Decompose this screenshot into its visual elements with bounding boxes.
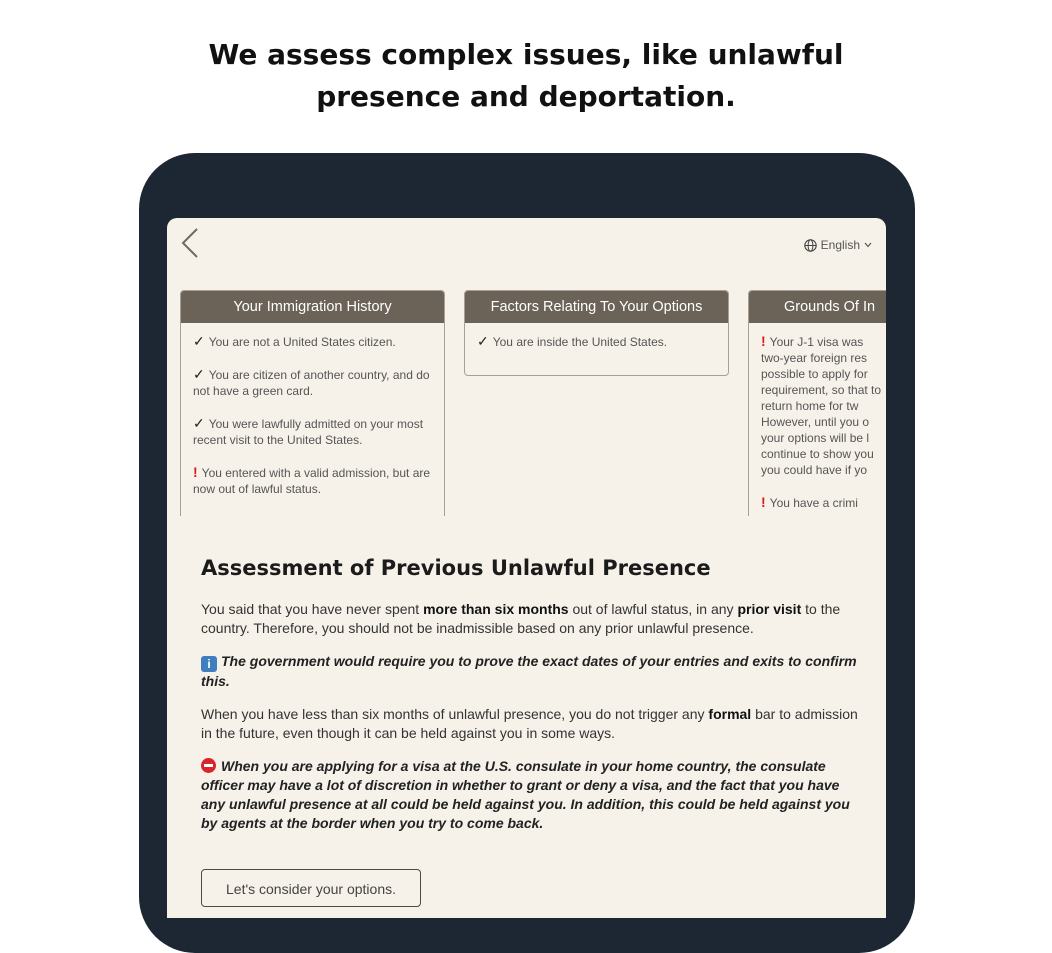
list-item: ✓ You were lawfully admitted on your most recent visit to the United States.	[193, 415, 424, 447]
card-title: Your Immigration History	[181, 291, 444, 323]
language-selector[interactable]	[804, 237, 872, 253]
exclamation-icon: !	[761, 494, 766, 510]
exclamation-icon: !	[761, 333, 766, 349]
list-item: ! Your J-1 visa was two-year foreign res possible to apply for requirement, so that to return home for tw However, until you o your options will be l continue to show you you could have if yo	[761, 333, 882, 477]
card-immigration-history[interactable]	[180, 290, 445, 532]
chevron-down-icon	[864, 242, 872, 248]
list-item: ! You entered with a valid admission, but are now out of lawful status.	[193, 464, 431, 496]
card-grounds[interactable]	[748, 290, 886, 532]
headline-line-1: We assess complex issues, like unlawful	[208, 38, 844, 71]
card-factors-options[interactable]	[464, 290, 729, 376]
list-item: ! You have a crimi	[761, 494, 858, 510]
check-icon: ✓	[193, 333, 205, 349]
globe-icon	[804, 239, 817, 252]
headline-line-2: presence and deportation.	[316, 80, 736, 113]
assessment-paragraph-2: When you have less than six months of unlawful presence, you do not trigger any formal bar to admission in the future, even though it can be held against you in some ways.	[201, 706, 858, 741]
exclamation-icon: !	[193, 464, 198, 480]
chevron-left-icon	[179, 226, 201, 260]
marketing-headline	[0, 34, 1052, 118]
list-item: ✓ You are inside the United States.	[477, 333, 668, 349]
check-icon: ✓	[193, 366, 205, 382]
info-icon: i	[201, 656, 217, 672]
list-item: ✓ You are citizen of another country, and do not have a green card.	[193, 366, 430, 398]
assessment-section	[201, 554, 861, 847]
assessment-paragraph-1: You said that you have never spent more than six months out of lawful status, in any prior visit to the country. Therefore, you should not be inadmissible based on any prior unlawful presence.	[201, 601, 841, 636]
language-label: English	[820, 238, 860, 252]
check-icon: ✓	[477, 333, 489, 349]
card-title: Grounds Of In	[749, 291, 886, 323]
check-icon: ✓	[193, 415, 205, 431]
info-note: i The government would require you to prove the exact dates of your entries and exits to confirm this.	[201, 653, 857, 689]
assessment-title: Assessment of Previous Unlawful Presence	[201, 556, 711, 580]
list-item: ✓ You are not a United States citizen.	[193, 333, 396, 349]
summary-cards	[167, 290, 886, 516]
consider-options-button[interactable]: Let's consider your options.	[201, 869, 421, 907]
warning-note: When you are applying for a visa at the U.S. consulate in your home country, the consulate officer may have a lot of discretion in whether to grant or deny a visa, and the fact that you have any unlawful presence at all could be held against you. In addition, this could be held against you by agents at the border when you try to come back.	[201, 758, 850, 831]
no-entry-icon	[201, 758, 216, 773]
back-button[interactable]	[179, 226, 213, 270]
card-title: Factors Relating To Your Options	[465, 291, 728, 323]
